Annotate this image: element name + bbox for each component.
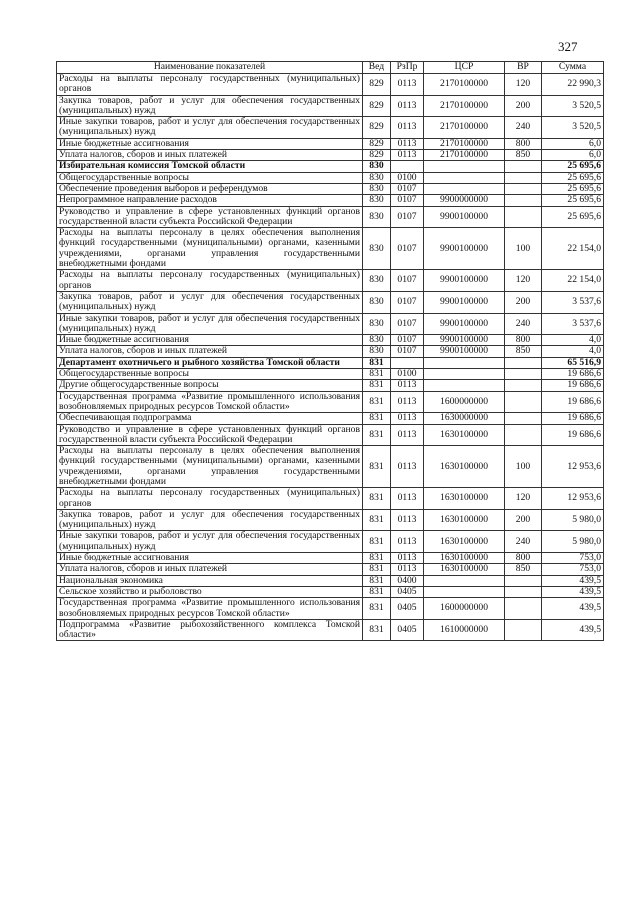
- cell-sum: 5 980,0: [542, 531, 604, 553]
- cell-rzpr: 0100: [391, 369, 424, 380]
- cell-rzpr: [391, 161, 424, 172]
- cell-csr: 1630100000: [424, 553, 505, 564]
- table-row: [57, 369, 604, 380]
- cell-rzpr: 0113: [391, 380, 424, 391]
- cell-vr: 800: [505, 335, 542, 346]
- cell-sum: 753,0: [542, 564, 604, 575]
- table-row: [57, 172, 604, 183]
- cell-name: Государственная программа «Развитие промышленного использования возобновляемых природных ресурсов Томской области»: [57, 598, 363, 620]
- cell-vr: [505, 424, 542, 446]
- cell-ved: 831: [363, 619, 391, 641]
- table-row: [57, 424, 604, 446]
- cell-sum: 3 537,6: [542, 291, 604, 313]
- cell-vr: [505, 598, 542, 620]
- cell-rzpr: 0113: [391, 553, 424, 564]
- cell-sum: 25 695,6: [542, 195, 604, 206]
- cell-name: Иные закупки товаров, работ и услуг для обеспечения государственных (муниципальных) нужд: [57, 313, 363, 335]
- table-row: [57, 161, 604, 172]
- cell-vr: 120: [505, 270, 542, 292]
- cell-ved: 831: [363, 564, 391, 575]
- cell-vr: [505, 357, 542, 368]
- cell-sum: 4,0: [542, 346, 604, 357]
- cell-csr: 9900100000: [424, 270, 505, 292]
- cell-rzpr: 0113: [391, 564, 424, 575]
- cell-csr: [424, 575, 505, 586]
- cell-csr: 1630100000: [424, 424, 505, 446]
- table-row: [57, 575, 604, 586]
- table-row: [57, 598, 604, 620]
- cell-name: Национальная экономика: [57, 575, 363, 586]
- cell-ved: 830: [363, 228, 391, 270]
- cell-csr: 9900100000: [424, 313, 505, 335]
- cell-ved: 829: [363, 95, 391, 117]
- table-row: [57, 74, 604, 96]
- cell-csr: 9900100000: [424, 206, 505, 228]
- cell-name: Уплата налогов, сборов и иных платежей: [57, 150, 363, 161]
- table-row: [57, 531, 604, 553]
- header-csr: ЦСР: [424, 62, 505, 74]
- table-row: [57, 553, 604, 564]
- cell-csr: [424, 369, 505, 380]
- cell-name: Руководство и управление в сфере установленных функций органов государственной власти субъекта Российской Федерации: [57, 206, 363, 228]
- cell-rzpr: 0113: [391, 446, 424, 488]
- cell-ved: 830: [363, 335, 391, 346]
- table-row: [57, 95, 604, 117]
- table-row: [57, 413, 604, 424]
- table-row: [57, 195, 604, 206]
- cell-ved: 830: [363, 346, 391, 357]
- cell-sum: 22 990,3: [542, 74, 604, 96]
- cell-name: Закупка товаров, работ и услуг для обеспечения государственных (муниципальных) нужд: [57, 509, 363, 531]
- cell-sum: 439,5: [542, 619, 604, 641]
- cell-name: Расходы на выплаты персоналу в целях обеспечения выполнения функций государственными (муниципальными) органами, казенными учреждениями, органами управления государственными внебюджетными фондами: [57, 228, 363, 270]
- budget-table: [56, 61, 604, 641]
- cell-sum: 12 953,6: [542, 488, 604, 510]
- cell-ved: 830: [363, 291, 391, 313]
- cell-vr: [505, 391, 542, 413]
- cell-ved: 830: [363, 183, 391, 194]
- page-number: 327: [558, 39, 578, 54]
- cell-rzpr: 0113: [391, 531, 424, 553]
- cell-vr: 120: [505, 488, 542, 510]
- cell-name: Расходы на выплаты персоналу государственных (муниципальных) органов: [57, 488, 363, 510]
- cell-rzpr: 0107: [391, 335, 424, 346]
- table-row: [57, 509, 604, 531]
- cell-name: Иные бюджетные ассигнования: [57, 553, 363, 564]
- cell-sum: 25 695,6: [542, 183, 604, 194]
- cell-rzpr: 0113: [391, 391, 424, 413]
- table-row: [57, 228, 604, 270]
- cell-csr: 1630100000: [424, 446, 505, 488]
- cell-name: Расходы на выплаты персоналу государственных (муниципальных) органов: [57, 74, 363, 96]
- cell-sum: 22 154,0: [542, 228, 604, 270]
- cell-name: Другие общегосударственные вопросы: [57, 380, 363, 391]
- cell-rzpr: 0405: [391, 598, 424, 620]
- cell-csr: 1600000000: [424, 598, 505, 620]
- cell-rzpr: [391, 357, 424, 368]
- table-row: [57, 446, 604, 488]
- cell-sum: 19 686,6: [542, 380, 604, 391]
- cell-rzpr: 0113: [391, 424, 424, 446]
- cell-rzpr: 0107: [391, 313, 424, 335]
- cell-name: Обеспечение проведения выборов и референдумов: [57, 183, 363, 194]
- cell-name: Общегосударственные вопросы: [57, 172, 363, 183]
- cell-csr: 1630000000: [424, 413, 505, 424]
- cell-name: Государственная программа «Развитие промышленного использования возобновляемых природных ресурсов Томской области»: [57, 391, 363, 413]
- cell-rzpr: 0113: [391, 488, 424, 510]
- cell-vr: 850: [505, 150, 542, 161]
- cell-rzpr: 0107: [391, 346, 424, 357]
- cell-ved: 829: [363, 74, 391, 96]
- cell-ved: 830: [363, 161, 391, 172]
- cell-sum: 5 980,0: [542, 509, 604, 531]
- cell-rzpr: 0107: [391, 195, 424, 206]
- cell-vr: [505, 206, 542, 228]
- cell-csr: 1630100000: [424, 509, 505, 531]
- cell-csr: 1630100000: [424, 564, 505, 575]
- cell-vr: [505, 575, 542, 586]
- header-ved: Вед: [363, 62, 391, 74]
- table-row: [57, 206, 604, 228]
- table-header-row: [57, 62, 604, 74]
- cell-ved: 831: [363, 553, 391, 564]
- table-row: [57, 270, 604, 292]
- cell-csr: [424, 380, 505, 391]
- cell-ved: 831: [363, 509, 391, 531]
- cell-csr: 2170100000: [424, 117, 505, 139]
- cell-vr: 100: [505, 228, 542, 270]
- cell-vr: 120: [505, 74, 542, 96]
- table-row: [57, 380, 604, 391]
- cell-ved: 830: [363, 172, 391, 183]
- cell-sum: 19 686,6: [542, 424, 604, 446]
- cell-sum: 19 686,6: [542, 369, 604, 380]
- cell-sum: 25 695,6: [542, 206, 604, 228]
- cell-ved: 831: [363, 446, 391, 488]
- cell-ved: 830: [363, 313, 391, 335]
- cell-sum: 19 686,6: [542, 413, 604, 424]
- cell-sum: 3 537,6: [542, 313, 604, 335]
- cell-vr: 200: [505, 509, 542, 531]
- table-row: [57, 150, 604, 161]
- cell-rzpr: 0107: [391, 206, 424, 228]
- cell-sum: 439,5: [542, 586, 604, 597]
- cell-ved: 830: [363, 270, 391, 292]
- header-name: Наименование показателей: [57, 62, 363, 74]
- cell-rzpr: 0107: [391, 183, 424, 194]
- cell-ved: 830: [363, 206, 391, 228]
- cell-name: Расходы на выплаты персоналу в целях обеспечения выполнения функций государственными (муниципальными) органами, казенными учреждениями, органами управления государственными внебюджетными фондами: [57, 446, 363, 488]
- cell-rzpr: 0107: [391, 291, 424, 313]
- cell-name: Иные бюджетные ассигнования: [57, 138, 363, 149]
- cell-name: Закупка товаров, работ и услуг для обеспечения государственных (муниципальных) нужд: [57, 291, 363, 313]
- cell-sum: 4,0: [542, 335, 604, 346]
- cell-ved: 831: [363, 488, 391, 510]
- cell-name: Иные закупки товаров, работ и услуг для обеспечения государственных (муниципальных) нужд: [57, 531, 363, 553]
- cell-ved: 830: [363, 195, 391, 206]
- cell-sum: 3 520,5: [542, 95, 604, 117]
- cell-rzpr: 0113: [391, 117, 424, 139]
- table-body: [57, 74, 604, 641]
- cell-csr: 1630100000: [424, 531, 505, 553]
- header-vr: ВР: [505, 62, 542, 74]
- cell-sum: 25 695,6: [542, 161, 604, 172]
- cell-name: Уплата налогов, сборов и иных платежей: [57, 564, 363, 575]
- cell-name: Избирательная комиссия Томской области: [57, 161, 363, 172]
- cell-ved: 829: [363, 138, 391, 149]
- cell-sum: 6,0: [542, 138, 604, 149]
- cell-csr: 9900100000: [424, 228, 505, 270]
- cell-rzpr: 0400: [391, 575, 424, 586]
- cell-name: Иные бюджетные ассигнования: [57, 335, 363, 346]
- cell-rzpr: 0113: [391, 150, 424, 161]
- cell-rzpr: 0113: [391, 74, 424, 96]
- cell-rzpr: 0113: [391, 138, 424, 149]
- cell-ved: 831: [363, 424, 391, 446]
- cell-csr: [424, 161, 505, 172]
- cell-sum: 6,0: [542, 150, 604, 161]
- cell-ved: 831: [363, 380, 391, 391]
- cell-csr: [424, 183, 505, 194]
- table-row: [57, 564, 604, 575]
- cell-name: Уплата налогов, сборов и иных платежей: [57, 346, 363, 357]
- cell-name: Расходы на выплаты персоналу государственных (муниципальных) органов: [57, 270, 363, 292]
- cell-csr: 2170100000: [424, 74, 505, 96]
- cell-name: Руководство и управление в сфере установленных функций органов государственной власти субъекта Российской Федерации: [57, 424, 363, 446]
- cell-ved: 831: [363, 575, 391, 586]
- cell-csr: 2170100000: [424, 138, 505, 149]
- cell-sum: 753,0: [542, 553, 604, 564]
- cell-sum: 12 953,6: [542, 446, 604, 488]
- cell-sum: 65 516,9: [542, 357, 604, 368]
- table-row: [57, 586, 604, 597]
- cell-vr: 800: [505, 138, 542, 149]
- cell-vr: 200: [505, 95, 542, 117]
- table-row: [57, 138, 604, 149]
- cell-csr: 9900100000: [424, 335, 505, 346]
- cell-vr: 850: [505, 346, 542, 357]
- cell-name: Закупка товаров, работ и услуг для обеспечения государственных (муниципальных) нужд: [57, 95, 363, 117]
- cell-vr: [505, 172, 542, 183]
- cell-ved: 829: [363, 117, 391, 139]
- cell-ved: 829: [363, 150, 391, 161]
- cell-vr: [505, 619, 542, 641]
- cell-csr: [424, 172, 505, 183]
- cell-name: Департамент охотничьего и рыбного хозяйства Томской области: [57, 357, 363, 368]
- table-row: [57, 183, 604, 194]
- cell-vr: [505, 183, 542, 194]
- cell-csr: 2170100000: [424, 95, 505, 117]
- cell-rzpr: 0100: [391, 172, 424, 183]
- cell-ved: 831: [363, 357, 391, 368]
- cell-vr: [505, 369, 542, 380]
- cell-rzpr: 0113: [391, 413, 424, 424]
- cell-csr: 1600000000: [424, 391, 505, 413]
- table-row: [57, 391, 604, 413]
- cell-vr: [505, 586, 542, 597]
- cell-csr: 2170100000: [424, 150, 505, 161]
- cell-csr: 9900000000: [424, 195, 505, 206]
- cell-name: Непрограммное направление расходов: [57, 195, 363, 206]
- table-row: [57, 357, 604, 368]
- cell-rzpr: 0107: [391, 228, 424, 270]
- cell-sum: 439,5: [542, 598, 604, 620]
- cell-vr: [505, 161, 542, 172]
- cell-csr: 1610000000: [424, 619, 505, 641]
- header-rzpr: РзПр: [391, 62, 424, 74]
- cell-csr: 9900100000: [424, 346, 505, 357]
- cell-vr: 100: [505, 446, 542, 488]
- cell-vr: 850: [505, 564, 542, 575]
- cell-sum: 19 686,6: [542, 391, 604, 413]
- cell-vr: 240: [505, 117, 542, 139]
- cell-sum: 25 695,6: [542, 172, 604, 183]
- table-row: [57, 346, 604, 357]
- table-row: [57, 619, 604, 641]
- cell-name: Общегосударственные вопросы: [57, 369, 363, 380]
- cell-vr: 240: [505, 531, 542, 553]
- cell-csr: 1630100000: [424, 488, 505, 510]
- cell-ved: 831: [363, 531, 391, 553]
- cell-ved: 831: [363, 391, 391, 413]
- cell-sum: 439,5: [542, 575, 604, 586]
- cell-rzpr: 0107: [391, 270, 424, 292]
- cell-ved: 831: [363, 598, 391, 620]
- cell-name: Подпрограмма «Развитие рыбохозяйственного комплекса Томской области»: [57, 619, 363, 641]
- cell-csr: 9900100000: [424, 291, 505, 313]
- table-row: [57, 117, 604, 139]
- cell-sum: 3 520,5: [542, 117, 604, 139]
- cell-vr: [505, 195, 542, 206]
- cell-sum: 22 154,0: [542, 270, 604, 292]
- table-row: [57, 313, 604, 335]
- cell-vr: [505, 380, 542, 391]
- cell-csr: [424, 586, 505, 597]
- cell-rzpr: 0405: [391, 619, 424, 641]
- cell-name: Иные закупки товаров, работ и услуг для обеспечения государственных (муниципальных) нужд: [57, 117, 363, 139]
- cell-vr: 800: [505, 553, 542, 564]
- header-sum: Сумма: [542, 62, 604, 74]
- cell-name: Сельское хозяйство и рыболовство: [57, 586, 363, 597]
- cell-ved: 831: [363, 586, 391, 597]
- cell-rzpr: 0113: [391, 509, 424, 531]
- table-row: [57, 291, 604, 313]
- cell-name: Обеспечивающая подпрограмма: [57, 413, 363, 424]
- cell-rzpr: 0113: [391, 95, 424, 117]
- table-row: [57, 335, 604, 346]
- cell-vr: 200: [505, 291, 542, 313]
- cell-rzpr: 0405: [391, 586, 424, 597]
- cell-vr: 240: [505, 313, 542, 335]
- cell-vr: [505, 413, 542, 424]
- cell-ved: 831: [363, 413, 391, 424]
- table-row: [57, 488, 604, 510]
- cell-csr: [424, 357, 505, 368]
- cell-ved: 831: [363, 369, 391, 380]
